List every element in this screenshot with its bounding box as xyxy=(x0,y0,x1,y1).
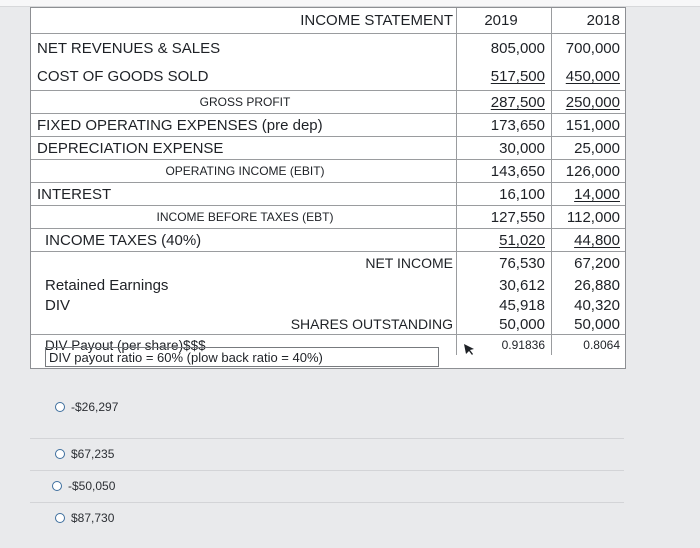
table-row xyxy=(31,346,625,368)
depreciation-label: DEPRECIATION EXPENSE xyxy=(37,139,224,157)
div-payout-per-share-2019: 0.91836 xyxy=(501,338,545,352)
div-2019: 45,918 xyxy=(456,296,551,314)
shares-outstanding-label: SHARES OUTSTANDING xyxy=(290,316,453,332)
choice-label: -$50,050 xyxy=(68,479,116,493)
table-row xyxy=(31,274,625,296)
choice-option-2[interactable] xyxy=(30,438,624,469)
income-taxes-2018: 44,800 xyxy=(574,231,620,249)
radio-button[interactable] xyxy=(55,513,65,523)
interest-2018: 14,000 xyxy=(574,185,620,203)
ebit-2019: 143,650 xyxy=(456,160,551,182)
income-taxes-label: INCOME TAXES (40%) xyxy=(45,231,202,249)
net-revenues-2018: 700,000 xyxy=(551,34,626,62)
gross-profit-2019: 287,500 xyxy=(490,93,545,111)
cogs-label: COST OF GOODS SOLD xyxy=(37,67,209,85)
year-2019-header: 2019 xyxy=(456,8,551,33)
cogs-2019: 517,500 xyxy=(490,67,545,85)
table-row xyxy=(31,137,625,160)
radio-button[interactable] xyxy=(52,481,62,491)
mouse-cursor-icon xyxy=(462,342,476,356)
fixed-opex-2018: 151,000 xyxy=(551,114,626,136)
table-row xyxy=(31,114,625,137)
net-income-2018: 67,200 xyxy=(551,252,626,274)
net-income-label: NET INCOME xyxy=(365,255,453,271)
net-revenues-label: NET REVENUES & SALES xyxy=(37,39,221,57)
net-revenues-2019: 805,000 xyxy=(456,34,551,62)
ebit-label: OPERATING INCOME (EBIT) xyxy=(165,164,325,178)
table-row xyxy=(31,34,625,62)
choice-option-1[interactable] xyxy=(30,392,624,422)
table-row xyxy=(31,206,625,229)
ebt-2019: 127,550 xyxy=(456,206,551,228)
top-bar xyxy=(0,0,700,7)
retained-earnings-2019: 30,612 xyxy=(456,274,551,296)
table-row xyxy=(31,91,625,114)
depreciation-2019: 30,000 xyxy=(456,137,551,159)
shares-outstanding-2018: 50,000 xyxy=(551,314,626,334)
radio-button[interactable] xyxy=(55,402,65,412)
retained-earnings-2018: 26,880 xyxy=(551,274,626,296)
table-row xyxy=(31,296,625,314)
net-income-2019: 76,530 xyxy=(456,252,551,274)
choice-label: $87,730 xyxy=(71,511,115,525)
depreciation-2018: 25,000 xyxy=(551,137,626,159)
table-row xyxy=(31,183,625,206)
table-row xyxy=(31,252,625,274)
choice-option-3[interactable] xyxy=(30,470,624,501)
table-row xyxy=(31,62,625,91)
div-payout-per-share-2018: 0.8064 xyxy=(583,338,620,352)
fixed-opex-label: FIXED OPERATING EXPENSES (pre dep) xyxy=(37,116,323,134)
income-taxes-2019: 51,020 xyxy=(499,231,545,249)
income-statement-title: INCOME STATEMENT xyxy=(300,12,453,29)
table-row xyxy=(31,229,625,252)
choice-label: $67,235 xyxy=(71,447,115,461)
div-payout-ratio-label: DIV payout ratio = 60% (plow back ratio = 40%) xyxy=(45,347,439,367)
gross-profit-label: GROSS PROFIT xyxy=(199,95,291,109)
ebt-2018: 112,000 xyxy=(551,206,626,228)
income-statement-table xyxy=(30,7,626,369)
interest-2019: 16,100 xyxy=(456,183,551,205)
table-header-row xyxy=(31,8,625,34)
div-payout-per-share-label: DIV Payout (per share)$$$ xyxy=(45,337,206,353)
table-row xyxy=(31,160,625,183)
cogs-2018: 450,000 xyxy=(565,67,620,85)
year-2018-header: 2018 xyxy=(551,8,626,33)
shares-outstanding-2019: 50,000 xyxy=(456,314,551,334)
choice-label: -$26,297 xyxy=(71,400,119,414)
fixed-opex-2019: 173,650 xyxy=(456,114,551,136)
radio-button[interactable] xyxy=(55,449,65,459)
retained-earnings-label: Retained Earnings xyxy=(45,276,169,294)
ebt-label: INCOME BEFORE TAXES (EBT) xyxy=(156,210,334,224)
table-row xyxy=(31,314,625,335)
gross-profit-2018: 250,000 xyxy=(565,93,620,111)
choice-option-4[interactable] xyxy=(30,502,624,533)
ebit-2018: 126,000 xyxy=(551,160,626,182)
div-label: DIV xyxy=(45,296,71,314)
interest-label: INTEREST xyxy=(37,185,112,203)
div-2018: 40,320 xyxy=(551,296,626,314)
